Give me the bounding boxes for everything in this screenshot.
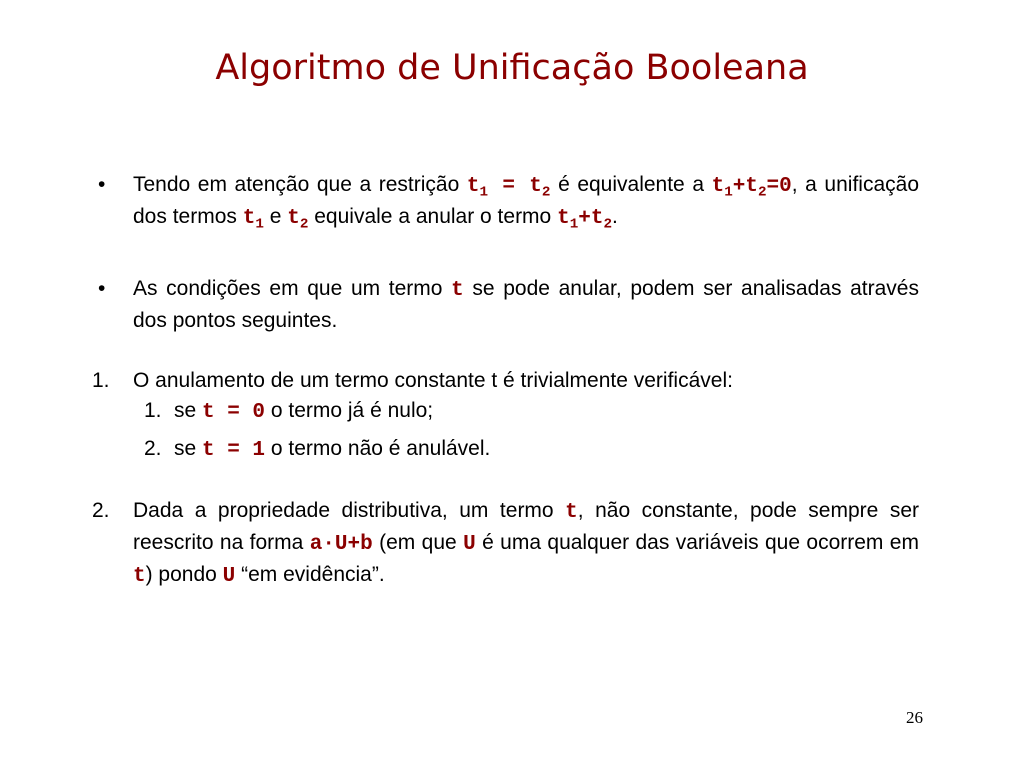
code-term: t = 0 — [202, 401, 266, 424]
code-term: U — [463, 533, 476, 556]
code-term: $t_1 = t_2$ — [466, 175, 551, 201]
code-term: $t_1$ — [242, 207, 264, 233]
code-term: $t_1+t_2$ — [557, 207, 613, 233]
sub2-text: se t = 1 o termo não é anulável. — [174, 437, 491, 462]
sub-item-2 — [92, 434, 919, 466]
code-term: $t_2$ — [287, 207, 309, 233]
bullet-marker: • — [98, 277, 106, 300]
item2-text: Dada a propriedade distributiva, um termo t, não constante, pode sempre ser reescrito na forma a·U+b (em que U é uma qualquer das variáveis que ocorrem em t) pondo U “em evidência”. — [133, 499, 919, 588]
code-term: t = 1 — [202, 439, 266, 462]
code-term: a·U+b — [309, 533, 373, 556]
code-term: t — [565, 501, 578, 524]
slide-title: Algoritmo de Unificação Booleana — [215, 48, 809, 88]
page-number: 26 — [906, 708, 923, 727]
bullet-marker: • — [98, 173, 106, 196]
bullet-item-conditions — [92, 274, 919, 336]
item-number: 2. — [92, 499, 110, 522]
code-term: $t_1+t_2=0$ — [711, 175, 792, 201]
sub-item-number: 2. — [144, 437, 162, 460]
slide-content — [92, 170, 919, 592]
code-term: t — [133, 565, 146, 588]
sub-item-1 — [92, 396, 919, 428]
bullet1-text: Tendo em atenção que a restrição $t_1 = t_2$ é equivalente a $t_1+t_2=0$, a unificação dos termos $t_1$ e $t_2$ equivale a anular o termo $t_1+t_2$. — [133, 173, 919, 233]
bullet2-text: As condições em que um termo t se pode anular, podem ser analisadas através dos pontos seguintes. — [133, 277, 919, 332]
numbered-item-1 — [92, 366, 919, 396]
item-number: 1. — [92, 369, 110, 392]
item1-text: O anulamento de um termo constante t é trivialmente verificável: — [133, 369, 733, 392]
code-term: t — [451, 279, 464, 302]
numbered-item-2 — [92, 496, 919, 592]
sub-item-number: 1. — [144, 399, 162, 422]
sub1-text: se t = 0 o termo já é nulo; — [174, 399, 434, 424]
code-term: U — [222, 565, 236, 588]
bullet-item-restriction — [92, 170, 919, 234]
